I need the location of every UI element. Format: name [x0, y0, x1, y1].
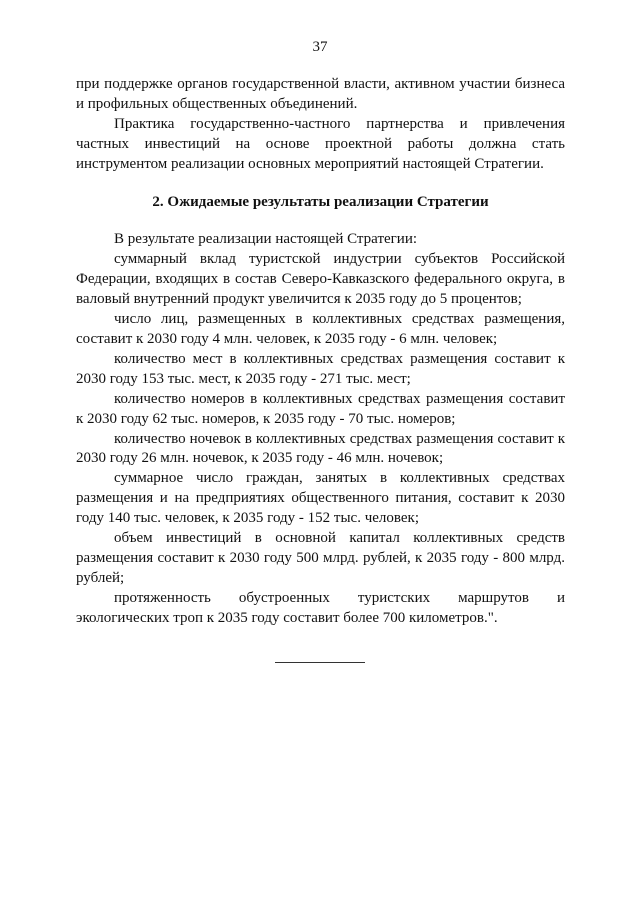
section-heading: 2. Ожидаемые результаты реализации Стратегии — [152, 193, 489, 210]
result-item-persons-accommodated: число лиц, размещенных в коллективных средствах размещения, составит к 2030 году 4 млн. человек, к 2035 году - 6 млн. человек; — [76, 311, 565, 347]
document-body — [76, 75, 565, 629]
practice-paragraph: Практика государственно-частного партнерства и привлечения частных инвестиций на основе проектной работы должна стать инструментом реализации основных мероприятий настоящей Стратегии. — [76, 115, 565, 172]
result-item-places: количество мест в коллективных средствах размещения составит к 2030 году 153 тыс. мест, к 2035 году - 271 тыс. мест; — [76, 350, 565, 387]
results-intro: В результате реализации настоящей Стратегии: — [114, 231, 418, 248]
result-item-routes: протяженность обустроенных туристских маршрутов и экологических троп к 2035 году составит более 700 километров.". — [76, 589, 565, 626]
result-item-employment: суммарное число граждан, занятых в коллективных средствах размещения и на предприятиях общественного питания, составит к 2030 году 140 тыс. человек, к 2035 году - 152 тыс. человек; — [76, 470, 565, 527]
continuation-paragraph: при поддержке органов государственной власти, активном участии бизнеса и профильных общественных объединений. — [76, 76, 565, 112]
end-divider — [275, 662, 365, 663]
result-item-overnight-stays: количество ночевок в коллективных средствах размещения составит к 2030 году 26 млн. ночевок, к 2035 году - 46 млн. ночевок; — [76, 430, 565, 467]
result-item-rooms: количество номеров в коллективных средствах размещения составит к 2030 году 62 тыс. номеров, к 2035 году - 70 тыс. номеров; — [76, 390, 565, 427]
result-item-investment: объем инвестиций в основной капитал коллективных средств размещения составит к 2030 году 500 млрд. рублей, к 2035 году - 800 млрд. рублей; — [76, 530, 565, 586]
result-item-gdp-contribution: суммарный вклад туристской индустрии субъектов Российской Федерации, входящих в состав Северо-Кавказского федерального округа, в валовый внутренний продукт увеличится к 2035 году до 5 процентов; — [76, 251, 565, 308]
page-number: 37 — [312, 39, 328, 55]
